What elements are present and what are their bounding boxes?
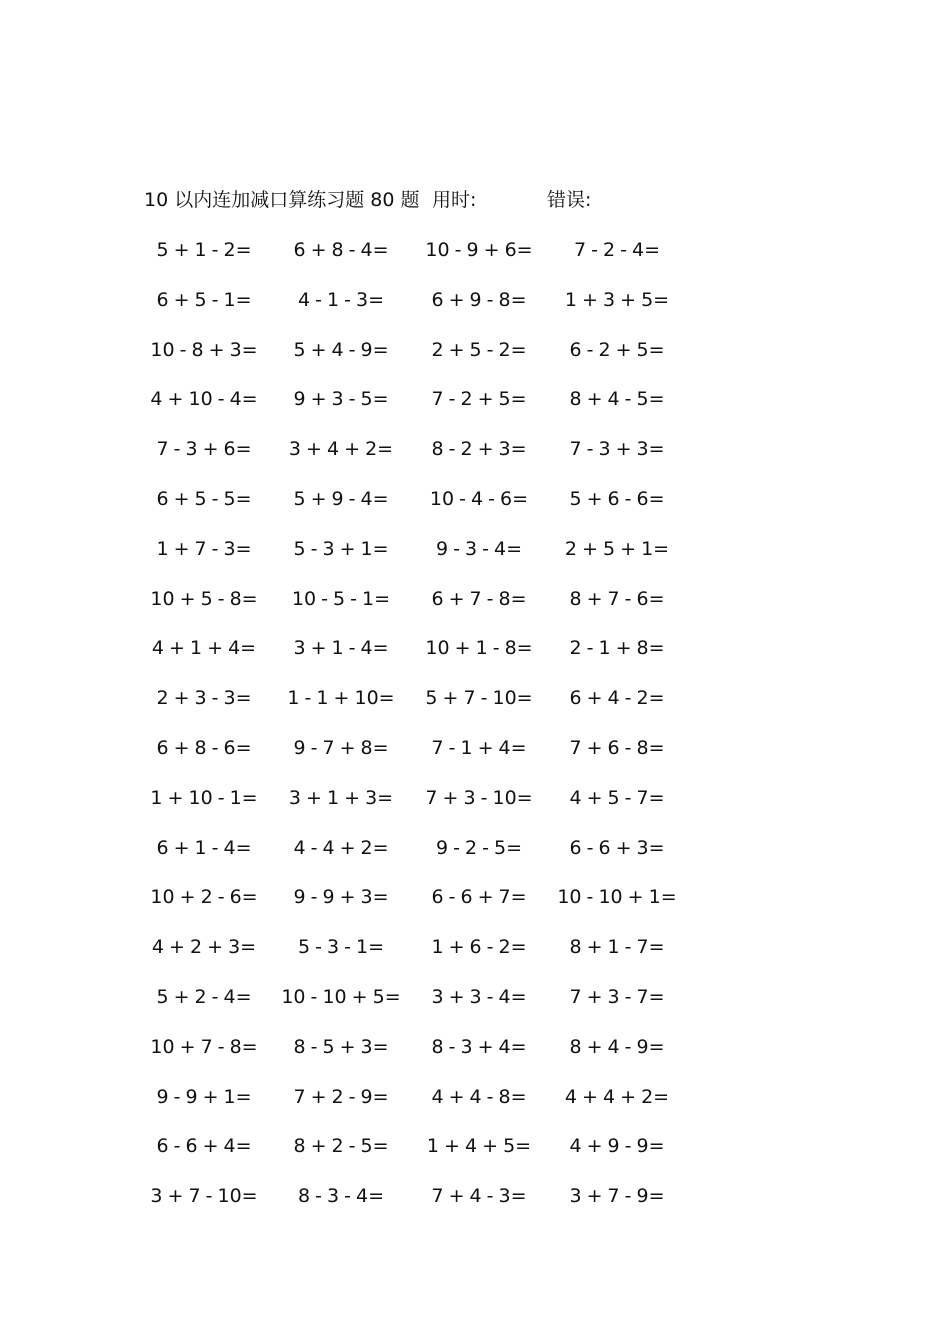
arithmetic-problem: 9 - 3 - 4= xyxy=(435,537,523,560)
arithmetic-problem: 2 + 5 - 2= xyxy=(431,338,527,361)
arithmetic-problem: 4 + 5 - 7= xyxy=(569,786,665,809)
arithmetic-problem: 9 - 2 - 5= xyxy=(435,836,523,859)
arithmetic-problem: 1 - 1 + 10= xyxy=(287,687,395,710)
time-label: 用时: xyxy=(432,189,477,211)
problem-row xyxy=(0,734,950,784)
problem-row xyxy=(0,834,950,884)
problem-row xyxy=(0,684,950,734)
arithmetic-problem: 3 + 7 - 9= xyxy=(569,1185,665,1208)
arithmetic-problem: 7 - 3 + 3= xyxy=(569,438,665,461)
arithmetic-problem: 1 + 3 + 5= xyxy=(564,288,670,311)
arithmetic-problem: 8 - 5 + 3= xyxy=(293,1035,389,1058)
problem-row xyxy=(0,236,950,286)
arithmetic-problem: 6 + 7 - 8= xyxy=(431,587,527,610)
arithmetic-problem: 7 - 3 + 6= xyxy=(156,438,252,461)
arithmetic-problem: 10 - 8 + 3= xyxy=(150,338,258,361)
arithmetic-problem: 5 + 1 - 2= xyxy=(156,239,252,261)
error-label: 错误: xyxy=(547,189,592,211)
problem-row xyxy=(0,784,950,834)
problem-row xyxy=(0,1083,950,1133)
arithmetic-problem: 2 + 5 + 1= xyxy=(564,537,670,560)
problem-row xyxy=(0,336,950,386)
arithmetic-problem: 5 - 3 - 1= xyxy=(297,936,385,959)
problem-grid xyxy=(0,236,950,1232)
arithmetic-problem: 10 + 2 - 6= xyxy=(150,886,258,909)
arithmetic-problem: 4 + 4 - 8= xyxy=(431,1085,527,1108)
problem-row xyxy=(0,1132,950,1182)
arithmetic-problem: 7 + 2 - 9= xyxy=(293,1085,389,1108)
arithmetic-problem: 4 - 1 - 3= xyxy=(297,288,385,311)
arithmetic-problem: 10 + 1 - 8= xyxy=(425,637,533,660)
problem-row xyxy=(0,634,950,684)
arithmetic-problem: 6 - 6 + 3= xyxy=(569,836,665,859)
arithmetic-problem: 7 + 4 - 3= xyxy=(431,1185,527,1208)
arithmetic-problem: 8 - 2 + 3= xyxy=(431,438,527,461)
arithmetic-problem: 10 - 5 - 1= xyxy=(291,587,391,610)
arithmetic-problem: 9 - 7 + 8= xyxy=(293,736,389,759)
arithmetic-problem: 7 - 2 + 5= xyxy=(431,388,527,411)
arithmetic-problem: 8 + 7 - 6= xyxy=(569,587,665,610)
arithmetic-problem: 6 - 2 + 5= xyxy=(569,338,665,361)
arithmetic-problem: 4 + 1 + 4= xyxy=(151,637,257,660)
arithmetic-problem: 6 - 6 + 4= xyxy=(156,1135,252,1158)
arithmetic-problem: 8 + 2 - 5= xyxy=(293,1135,389,1158)
problem-row xyxy=(0,585,950,635)
arithmetic-problem: 10 - 9 + 6= xyxy=(425,239,533,261)
arithmetic-problem: 6 + 4 - 2= xyxy=(569,687,665,710)
arithmetic-problem: 5 - 3 + 1= xyxy=(293,537,389,560)
arithmetic-problem: 5 + 2 - 4= xyxy=(156,985,252,1008)
arithmetic-problem: 4 + 2 + 3= xyxy=(151,936,257,959)
arithmetic-problem: 4 + 9 - 9= xyxy=(569,1135,665,1158)
problem-row xyxy=(0,485,950,535)
arithmetic-problem: 6 + 8 - 6= xyxy=(156,736,252,759)
problem-row xyxy=(0,535,950,585)
arithmetic-problem: 5 + 4 - 9= xyxy=(293,338,389,361)
arithmetic-problem: 3 + 1 + 3= xyxy=(288,786,394,809)
arithmetic-problem: 1 + 7 - 3= xyxy=(156,537,252,560)
arithmetic-problem: 6 + 8 - 4= xyxy=(293,239,389,261)
arithmetic-problem: 8 + 4 - 9= xyxy=(569,1035,665,1058)
arithmetic-problem: 3 + 3 - 4= xyxy=(431,985,527,1008)
arithmetic-problem: 3 + 7 - 10= xyxy=(150,1185,258,1208)
arithmetic-problem: 3 + 1 - 4= xyxy=(293,637,389,660)
arithmetic-problem: 1 + 6 - 2= xyxy=(431,936,527,959)
problem-row xyxy=(0,1182,950,1232)
problem-row xyxy=(0,385,950,435)
worksheet-title: 10 以内连加减口算练习题 80 题 xyxy=(144,189,420,211)
arithmetic-problem: 5 + 7 - 10= xyxy=(425,687,533,710)
problem-row xyxy=(0,983,950,1033)
arithmetic-problem: 10 + 5 - 8= xyxy=(150,587,258,610)
arithmetic-problem: 7 + 3 - 10= xyxy=(425,786,533,809)
arithmetic-problem: 10 - 10 + 5= xyxy=(281,985,401,1008)
arithmetic-problem: 10 - 10 + 1= xyxy=(557,886,677,909)
arithmetic-problem: 1 + 4 + 5= xyxy=(426,1135,532,1158)
arithmetic-problem: 4 + 10 - 4= xyxy=(150,388,258,411)
arithmetic-problem: 9 - 9 + 3= xyxy=(293,886,389,909)
arithmetic-problem: 6 - 6 + 7= xyxy=(431,886,527,909)
arithmetic-problem: 5 + 9 - 4= xyxy=(293,487,389,510)
arithmetic-problem: 7 - 2 - 4= xyxy=(573,239,661,261)
arithmetic-problem: 2 - 1 + 8= xyxy=(569,637,665,660)
arithmetic-problem: 8 + 1 - 7= xyxy=(569,936,665,959)
problem-row xyxy=(0,933,950,983)
arithmetic-problem: 6 + 9 - 8= xyxy=(431,288,527,311)
arithmetic-problem: 1 + 10 - 1= xyxy=(150,786,258,809)
arithmetic-problem: 10 - 4 - 6= xyxy=(429,487,529,510)
problem-row xyxy=(0,435,950,485)
arithmetic-problem: 9 - 9 + 1= xyxy=(156,1085,252,1108)
arithmetic-problem: 6 + 1 - 4= xyxy=(156,836,252,859)
arithmetic-problem: 8 - 3 - 4= xyxy=(297,1185,385,1208)
problem-row xyxy=(0,286,950,336)
arithmetic-problem: 2 + 3 - 3= xyxy=(156,687,252,710)
arithmetic-problem: 6 + 5 - 5= xyxy=(156,487,252,510)
arithmetic-problem: 7 + 3 - 7= xyxy=(569,985,665,1008)
arithmetic-problem: 8 - 3 + 4= xyxy=(431,1035,527,1058)
arithmetic-problem: 9 + 3 - 5= xyxy=(293,388,389,411)
problem-row xyxy=(0,883,950,933)
arithmetic-problem: 4 - 4 + 2= xyxy=(293,836,389,859)
arithmetic-problem: 6 + 5 - 1= xyxy=(156,288,252,311)
arithmetic-problem: 10 + 7 - 8= xyxy=(150,1035,258,1058)
arithmetic-problem: 4 + 4 + 2= xyxy=(564,1085,670,1108)
problem-row xyxy=(0,1033,950,1083)
arithmetic-problem: 7 + 6 - 8= xyxy=(569,736,665,759)
arithmetic-problem: 8 + 4 - 5= xyxy=(569,388,665,411)
arithmetic-problem: 5 + 6 - 6= xyxy=(569,487,665,510)
arithmetic-problem: 7 - 1 + 4= xyxy=(431,736,527,759)
arithmetic-problem: 3 + 4 + 2= xyxy=(288,438,394,461)
